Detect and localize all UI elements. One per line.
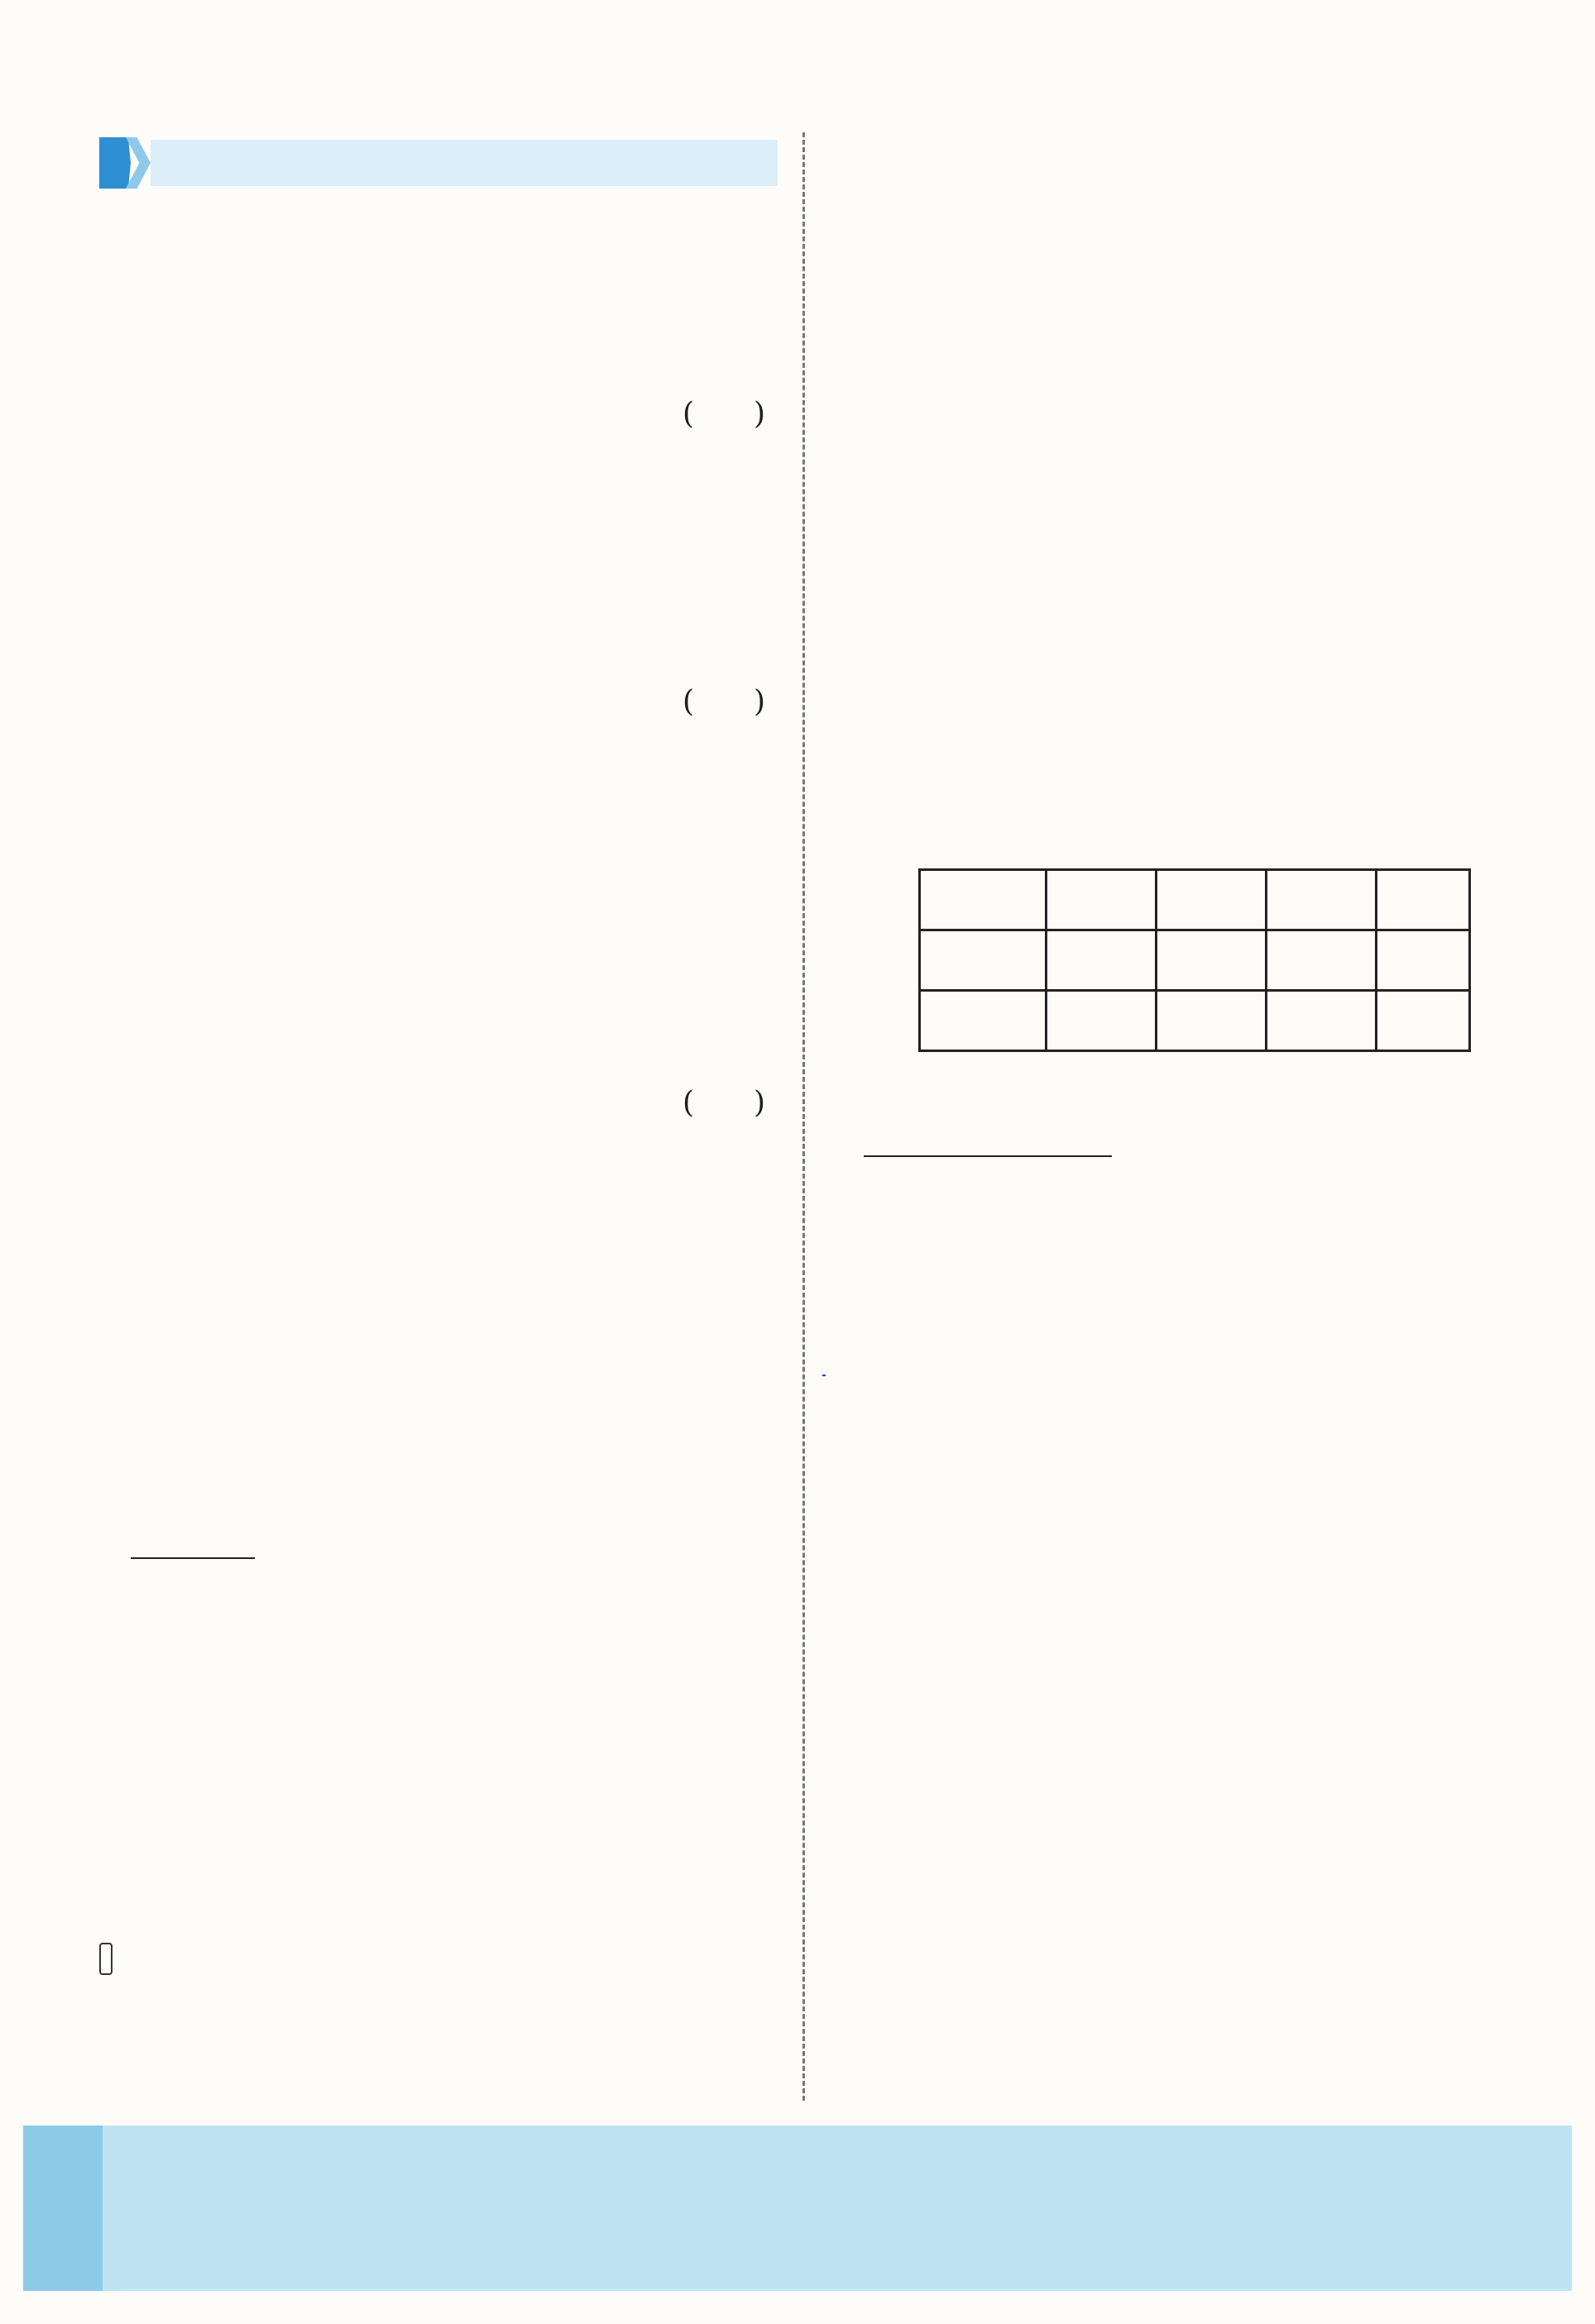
yield-chart [902,409,1497,811]
q10-answer-a [864,1155,988,1157]
table-cell [1267,930,1377,991]
tip-box [23,2126,1572,2291]
table-row [920,991,1470,1051]
table-header-cell [1377,870,1470,930]
q9-answer-blank [131,1557,255,1559]
q8-answer: ( ) [683,1086,766,1120]
temperature-chart [165,1580,761,1927]
table-cell [1267,991,1377,1051]
table-header-cell [1157,870,1267,930]
q7-answer: ( ) [683,685,766,719]
solution-fraction [822,1375,826,1376]
table-cell [1047,930,1157,991]
table-cell [1377,991,1470,1051]
table-cell [920,991,1047,1051]
fraction-denominator [822,1375,826,1376]
stats-table [918,868,1471,1052]
banner-title [99,137,131,189]
table-header-cell [1267,870,1377,930]
q10-sub1 [864,1130,1112,1166]
banner-subtitle [151,140,778,186]
table-cell [1047,991,1157,1051]
solution-line-1 [822,1355,826,1391]
q10-answer-b [988,1155,1112,1157]
q10-line-1 [99,1939,113,1978]
table-cell [1377,930,1470,991]
q9-line-4 [131,1532,255,1568]
table-header-cell [920,870,1047,930]
section-banner [99,134,778,192]
q10-subject-tag [99,1943,113,1975]
q6-answer: ( ) [683,397,766,431]
table-cell [920,930,1047,991]
column-divider [802,132,805,2101]
table-row [920,930,1470,991]
tip-side-bar [23,2126,103,2291]
table-header-cell [1047,870,1157,930]
table-cell [1157,930,1267,991]
table-header-row [920,870,1470,930]
table-cell [1157,991,1267,1051]
